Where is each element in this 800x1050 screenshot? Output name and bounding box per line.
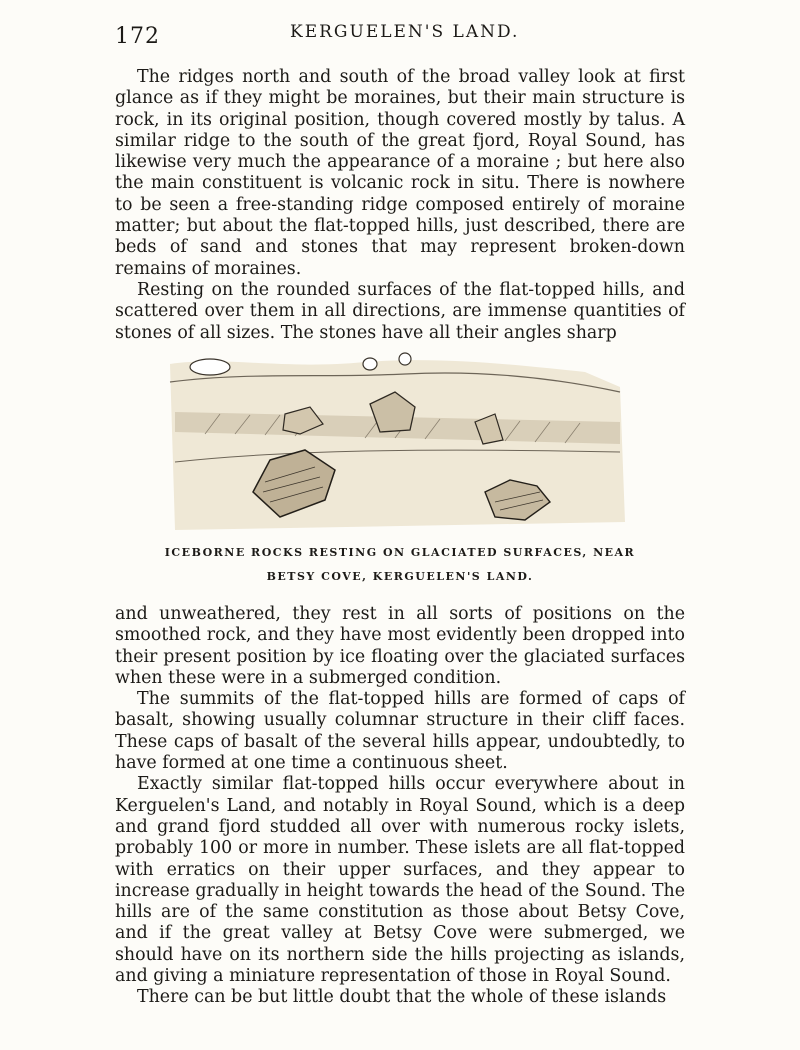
paragraph: The ridges north and south of the broad valley look at first glance as if they might be moraines, but their main structure is rock, in its original position, though covered mostly by talus. A similar ridge to the south of the great fjord, Royal Sound, has likewise very much the appearance of a moraine ; but here also the main constituent is volcanic rock in situ. There is nowhere to be seen a free-standing ridge composed entirely of moraine matter; but about the flat-topped hills, just described, there are beds of sand and stones that may represent broken-down remains of moraines.	[115, 67, 685, 279]
page-number: 172	[115, 24, 160, 49]
figure-caption: ICEBORNE ROCKS RESTING ON GLACIATED SURFACES, NEAR	[164, 546, 636, 559]
figure-caption: BETSY COVE, KERGUELEN'S LAND.	[266, 570, 534, 583]
paragraph: There can be but little doubt that the whole of these islands	[137, 987, 667, 1008]
boulder	[190, 359, 230, 375]
paragraph: Exactly similar flat-topped hills occur everywhere about in Kerguelen's Land, and notably in Royal Sound, which is a deep and grand fjord studded all over with numerous rocky islets, probably 100 or more in number. These islets are all flat-topped with erratics on their upper surfaces, and they appear to increase gradually in height towards the head of the Sound. The hills are of the same constitution as those about Betsy Cove, and if the great valley at Betsy Cove were submerged, we should have on its northern side the hills projecting as islands, and giving a miniature representation of those in Royal Sound.	[115, 774, 685, 987]
paragraph: and unweathered, they rest in all sorts of positions on the smoothed rock, and they have most evidently been dropped into their present position by ice floating over the glaciated surfaces when these were in a submerged condition.	[115, 604, 685, 688]
paragraph: The summits of the flat-topped hills are formed of caps of basalt, showing usually columnar structure in their cliff faces. These caps of basalt of the several hills appear, undoubtedly, to have formed at one time a continuous sheet.	[115, 689, 685, 774]
figure-illustration	[165, 352, 625, 532]
paragraph: Resting on the rounded surfaces of the flat-topped hills, and scattered over them in all directions, are immense quantities of stones of all sizes. The stones have all their angles sharp	[115, 279, 685, 343]
illustration-ground	[170, 360, 625, 530]
boulder	[363, 358, 377, 370]
text-block-top	[115, 67, 685, 344]
text-block-bottom	[115, 604, 685, 1009]
running-head: KERGUELEN'S LAND.	[290, 22, 520, 42]
boulder	[399, 353, 411, 365]
